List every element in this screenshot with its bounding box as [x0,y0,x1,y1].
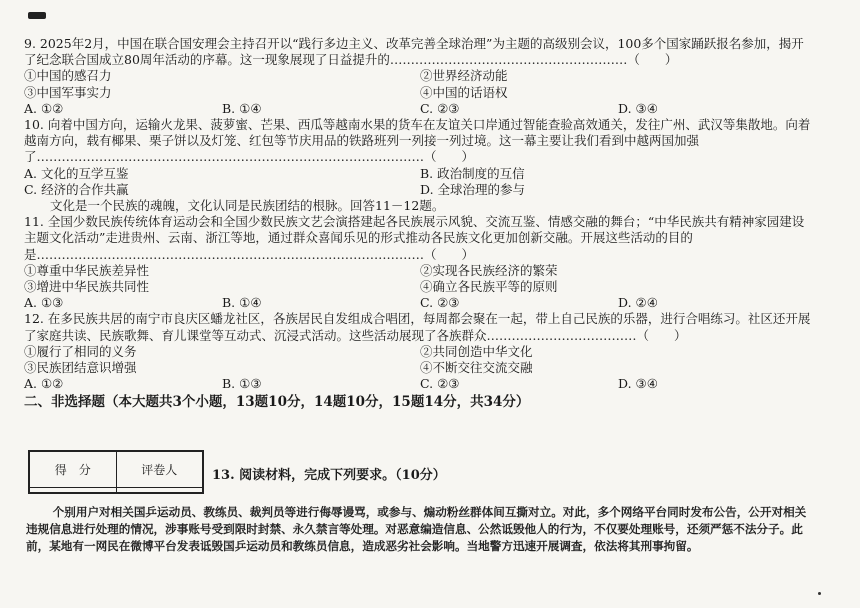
question-11 [24,214,816,311]
question-9-choices [24,101,816,117]
question-11-stem: 11. 全国少数民族传统体育运动会和全国少数民族文艺会演搭建起各民族展示风貌、交流互鉴、情感交融的舞台；“中华民族共有精神家园建设主题文化活动”走进贵州、云南、浙江等地，通过群众喜闻乐见的形式推动各民族文化更加创新交融。开展这些活动的目的是…………………………………………………………………………………（ ） [24,214,805,262]
question-12-choice-b: B. ①③ [222,376,262,392]
question-9-item-4: ④中国的话语权 [420,84,508,100]
question-9-choice-a: A. ①② [24,100,64,116]
question-12-choices [24,376,816,392]
question-11-item-1: ①尊重中华民族差异性 [24,262,150,278]
question-9-item-3: ③中国军事实力 [24,84,112,100]
question-12-item-3: ③民族团结意识增强 [24,360,137,376]
question-11-choice-a: A. ①③ [24,295,64,311]
grader-cell[interactable] [116,487,203,492]
question-9-item-2: ②世界经济动能 [420,68,508,84]
question-10-choice-a: A. 文化的互学互鉴 [24,165,129,181]
question-10-choice-c: C. 经济的合作共赢 [24,181,129,197]
question-10 [24,117,816,198]
question-12-items [24,344,816,376]
question-11-item-2: ②实现各民族经济的繁荣 [420,262,558,278]
question-12-item-1: ①履行了相同的义务 [24,343,137,359]
group-intro: 文化是一个民族的魂魄，文化认同是民族团结的根脉。回答11－12题。 [50,198,445,214]
question-12-stem: 12. 在多民族共居的南宁市良庆区蟠龙社区，各族居民自发组成合唱团，每周都会聚在一起，带上自己民族的乐器，进行合唱练习。社区还开展了家庭共读、民族歌舞、育儿课堂等互动式、沉浸式活动。这些活动展现了各族群众………………………………（ ） [24,311,811,343]
score-table [29,451,203,493]
question-9-item-1: ①中国的感召力 [24,68,112,84]
question-9-choice-c: C. ②③ [420,100,460,116]
question-9-stem: 9. 2025年2月，中国在联合国安理会主持召开以“践行多边主义、改革完善全球治理”为主题的高级别会议，100多个国家踊跃报名参加，揭开了纪念联合国成立80周年活动的序幕。这一现象展现了日益提升的…………………………………………………（ ） [24,36,804,68]
question-11-choice-c: C. ②③ [420,295,460,311]
scan-dot [818,592,821,595]
grader-label: 评卷人 [116,452,203,488]
section-heading: 二、非选择题（本大题共3个小题，13题10分，14题10分，15题14分，共34分） [24,394,530,411]
question-11-choice-b: B. ①④ [222,295,262,311]
question-area [24,36,816,411]
question-12 [24,311,816,392]
scan-mark [28,12,46,19]
question-11-item-3: ③增进中华民族共同性 [24,279,150,295]
question-13-title: 13. 阅读材料，完成下列要求。（10分） [212,468,446,483]
question-12-choice-d: D. ③④ [618,376,658,392]
score-cell[interactable] [30,487,117,492]
question-13-material: 个别用户对相关国乒运动员、教练员、裁判员等进行侮辱谩骂，或参与、煽动粉丝群体间互撕对立。对此，多个网络平台同时发布公告，公开对相关违规信息进行处理的情况，涉事账号受到限时封禁、永久禁言等处理。对恶意编造信息、公然诋毁他人的行为，不仅要处理账号，还须严惩不法分子。此前，某地有一网民在微博平台发表诋毁国乒运动员和教练员信息，造成恶劣社会影响。当地警方迅速开展调查，依法将其刑事拘留。 [26,505,807,553]
question-11-items [24,263,816,295]
question-10-stem: 10. 向着中国方向，运输火龙果、菠萝蜜、芒果、西瓜等越南水果的货车在友谊关口岸通过智能查验高效通关，发往广州、武汉等集散地。向着越南方向，载有椰果、栗子饼以及灯笼、红包等节庆用品的铁路班列一列接一列过境。这一幕主要让我们看到中越两国加强了…………………………………………………………………………………（ ） [24,117,811,165]
question-10-choice-d: D. 全球治理的参与 [420,181,526,197]
question-9-choice-d: D. ③④ [618,100,658,116]
question-11-item-4: ④确立各民族平等的原则 [420,279,558,295]
question-11-choice-d: D. ②④ [618,295,658,311]
score-box [28,450,204,494]
question-12-item-2: ②共同创造中华文化 [420,343,533,359]
question-9-choice-b: B. ①④ [222,100,262,116]
question-12-choice-a: A. ①② [24,376,64,392]
question-9-items [24,68,816,100]
question-12-choice-c: C. ②③ [420,376,460,392]
question-12-item-4: ④不断交往交流交融 [420,360,533,376]
score-label: 得 分 [30,452,117,488]
question-9 [24,36,816,117]
question-11-choices [24,295,816,311]
question-10-choice-b: B. 政治制度的互信 [420,165,525,181]
question-10-choices [24,166,816,198]
